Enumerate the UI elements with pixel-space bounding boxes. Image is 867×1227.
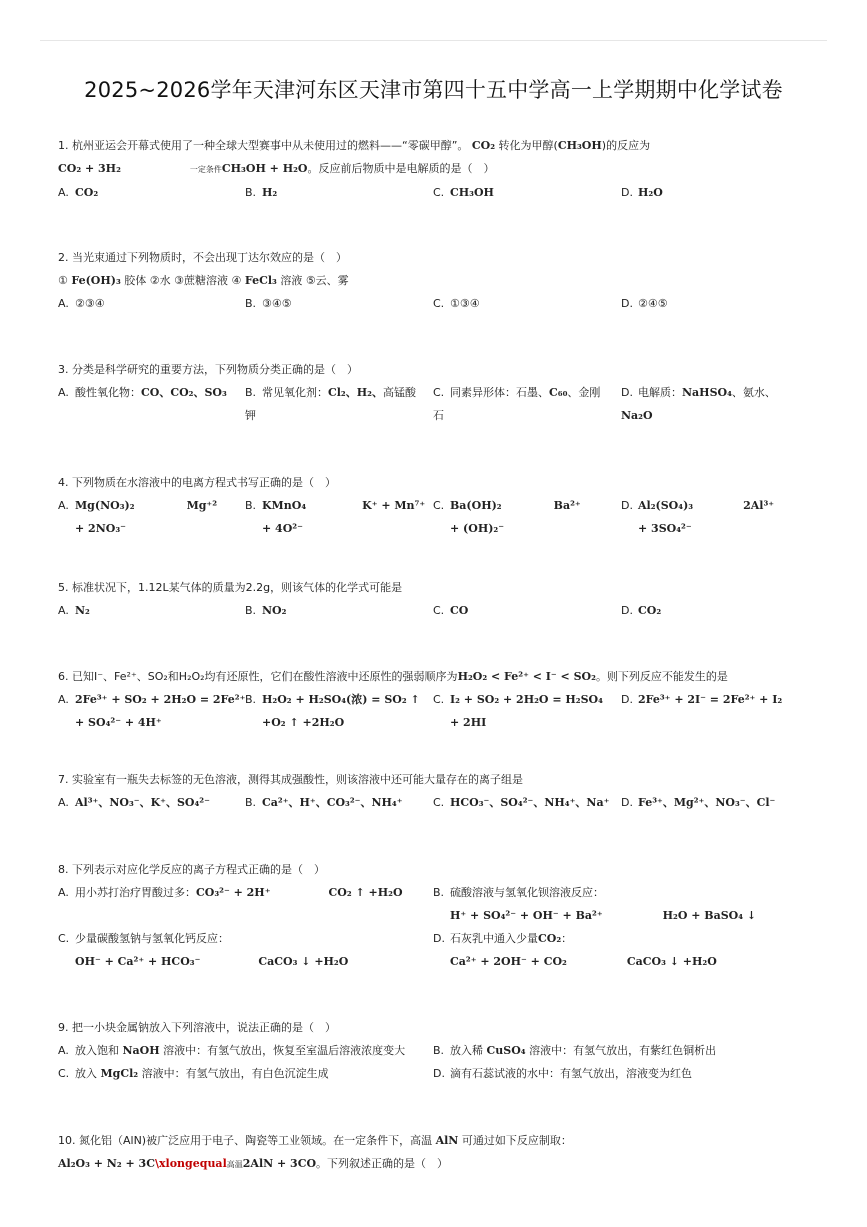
option-text: 电解质： — [638, 386, 682, 399]
question-8 — [58, 858, 818, 973]
question-3-options — [58, 381, 818, 427]
option-text: 同素异形体：石墨、 — [450, 386, 549, 399]
option-text: N₂ — [75, 604, 90, 617]
formula: CH₃OH + H₂O — [221, 162, 308, 175]
question-8-stem: 8. 下列表示对应化学反应的离子方程式正确的是（ ） — [58, 863, 325, 876]
option-d[interactable] — [621, 599, 661, 622]
formula: NaHSO₄ — [682, 386, 732, 399]
formula: Cl₂、H₂、 — [328, 386, 383, 399]
option-text: 放入饱和 — [75, 1044, 123, 1057]
question-6-stem — [58, 665, 818, 688]
question-2-text: 胶体 ②水 ③蔗糖溶液 ④ — [120, 274, 245, 287]
latex-error-text: \xlongequal — [154, 1157, 227, 1170]
formula: H⁺ + SO₄²⁻ + OH⁻ + Ba²⁺ — [450, 909, 603, 922]
formula: CaCO₃ ↓ +H₂O — [626, 955, 717, 968]
formula: C₆₀ — [549, 386, 568, 399]
option-text: 溶液中：有氢气放出，恢复至室温后溶液浓度变大 — [159, 1044, 406, 1057]
option-letter: C. — [433, 796, 445, 809]
question-2-stem: 2. 当光束通过下列物质时，不会出现丁达尔效应的是（ ） — [58, 251, 347, 264]
formula: Ca²⁺ + 2OH⁻ + CO₂ — [450, 955, 567, 968]
option-letter: B. — [245, 297, 257, 310]
question-7 — [58, 768, 818, 814]
question-9-options-ab — [58, 1039, 818, 1062]
option-letter: D. — [621, 499, 633, 512]
top-divider — [40, 40, 827, 41]
option-text: 溶液中：有氢气放出，有紫红色铜析出 — [525, 1044, 717, 1057]
formula: Mg⁺² — [186, 499, 218, 512]
option-letter: B. — [433, 886, 445, 899]
option-text: 放入 — [75, 1067, 101, 1080]
question-7-stem: 7. 实验室有一瓶失去标签的无色溶液，测得其成强酸性，则该溶液中还可能大量存在的离子组是 — [58, 773, 523, 786]
formula: 2Al³⁺ — [743, 499, 775, 512]
option-text: Fe³⁺、Mg²⁺、NO₃⁻、Cl⁻ — [638, 796, 776, 809]
option-text: 滴有石蕊试液的水中：有氢气放出，溶液变为红色 — [450, 1067, 692, 1080]
formula: Na₂O — [621, 409, 653, 422]
question-3 — [58, 358, 818, 427]
question-2-text: ① — [58, 274, 72, 287]
option-text: 、金刚石 — [433, 386, 601, 422]
option-d[interactable] — [433, 927, 717, 973]
question-9 — [58, 1016, 818, 1085]
question-1-options — [58, 181, 818, 204]
option-b[interactable] — [245, 494, 425, 540]
option-letter: A. — [58, 186, 69, 199]
option-text: 用小苏打治疗胃酸过多： — [75, 886, 196, 899]
formula: + 3SO₄²⁻ — [638, 522, 692, 535]
option-a[interactable] — [58, 688, 245, 734]
option-d[interactable] — [433, 1062, 692, 1085]
formula: KMnO₄ — [262, 499, 307, 512]
option-a[interactable] — [58, 599, 90, 622]
option-a[interactable] — [58, 1039, 405, 1062]
formula: OH⁻ + Ca²⁺ + HCO₃⁻ — [75, 955, 201, 968]
option-letter: B. — [245, 186, 257, 199]
formula: H₂O₂ < Fe²⁺ < I⁻ < SO₂ — [457, 670, 596, 683]
formula: + 2NO₃⁻ — [75, 522, 126, 535]
option-b[interactable] — [433, 881, 756, 927]
option-b[interactable] — [245, 381, 420, 427]
question-2-options — [58, 292, 818, 315]
option-letter: C. — [58, 932, 70, 945]
formula: + 2HI — [450, 716, 487, 729]
question-2-text: 溶液 ⑤云、雾 — [276, 274, 349, 287]
option-text: 少量碳酸氢钠与氢氧化钙反应： — [75, 932, 229, 945]
reaction-condition: 一定条件 — [189, 165, 222, 174]
formula: CO₃²⁻ + 2H⁺ — [196, 886, 271, 899]
question-8-options-cd — [58, 927, 818, 973]
question-9-stem: 9. 把一小块金属钠放入下列溶液中，说法正确的是（ ） — [58, 1021, 336, 1034]
option-text: 常见氧化剂： — [262, 386, 328, 399]
formula: MgCl₂ — [100, 1067, 139, 1080]
option-text: CO — [450, 604, 469, 617]
formula: + 4O²⁻ — [262, 522, 303, 535]
option-letter: D. — [621, 186, 633, 199]
formula: Mg(NO₃)₂ — [75, 499, 135, 512]
question-3-stem: 3. 分类是科学研究的重要方法，下列物质分类正确的是（ ） — [58, 363, 358, 376]
option-text: H₂O — [638, 186, 663, 199]
question-5 — [58, 576, 818, 622]
formula: CO₂ — [538, 932, 562, 945]
option-letter: C. — [433, 297, 445, 310]
option-b[interactable] — [245, 599, 286, 622]
option-c[interactable] — [433, 599, 468, 622]
option-b[interactable] — [245, 181, 277, 204]
formula: CO₂ ↑ +H₂O — [328, 886, 403, 899]
option-letter: B. — [245, 604, 257, 617]
option-text: 酸性氧化物： — [75, 386, 141, 399]
option-letter: C. — [433, 186, 445, 199]
formula: CO₂ — [471, 139, 496, 152]
question-5-options — [58, 599, 818, 622]
formula: Ba(OH)₂ — [450, 499, 502, 512]
reaction-condition: 高温 — [226, 1160, 243, 1169]
option-text: NO₂ — [262, 604, 287, 617]
option-letter: B. — [245, 499, 257, 512]
formula: NaOH — [122, 1044, 160, 1057]
formula: Al₂(SO₄)₃ — [638, 499, 694, 512]
formula: +O₂ ↑ +2H₂O — [262, 716, 345, 729]
option-letter: B. — [245, 796, 257, 809]
option-b[interactable] — [245, 688, 420, 734]
option-letter: A. — [58, 386, 69, 399]
question-1-stem — [58, 134, 818, 157]
option-text: ②③④ — [75, 297, 105, 310]
option-text: H₂ — [262, 186, 278, 199]
option-b[interactable] — [245, 292, 292, 315]
option-text: 硫酸溶液与氢氧化钡溶液反应： — [450, 886, 604, 899]
option-c[interactable] — [58, 927, 348, 973]
question-9-options-cd — [58, 1062, 818, 1085]
question-1-text: 转化为甲醇( — [495, 139, 558, 152]
option-d[interactable] — [621, 494, 774, 540]
option-letter: D. — [621, 796, 633, 809]
option-letter: C. — [433, 386, 445, 399]
option-d[interactable] — [621, 381, 796, 427]
option-text: 石灰乳中通入少量 — [450, 932, 538, 945]
option-text: 高锰酸钾 — [245, 386, 416, 422]
question-4 — [58, 471, 818, 540]
formula: H₂O + BaSO₄ ↓ — [662, 909, 757, 922]
option-text: Ca²⁺、H⁺、CO₃²⁻、NH₄⁺ — [262, 796, 403, 809]
option-text: ①③④ — [450, 297, 480, 310]
option-text: 放入稀 — [450, 1044, 487, 1057]
question-6-text: 6. 已知I⁻、Fe²⁺、SO₂和H₂O₂均有还原性，它们在酸性溶液中还原性的强弱顺序为 — [58, 670, 458, 683]
formula: Fe(OH)₃ — [71, 274, 121, 287]
option-letter: D. — [621, 386, 633, 399]
question-1 — [58, 134, 818, 204]
option-letter: D. — [433, 1067, 445, 1080]
formula: Al₂O₃ + N₂ + 3C — [58, 1157, 155, 1170]
option-text: CH₃OH — [450, 186, 494, 199]
formula: CH₃OH — [557, 139, 602, 152]
option-text: CO₂ — [75, 186, 99, 199]
formula: CO、CO₂、SO₃ — [141, 386, 227, 399]
question-1-equation — [58, 157, 818, 181]
option-c[interactable] — [433, 688, 603, 734]
formula: + SO₄²⁻ + 4H⁺ — [75, 716, 162, 729]
formula: Ba²⁺ — [553, 499, 581, 512]
option-text: 、氨水、 — [731, 386, 776, 399]
formula: I₂ + SO₂ + 2H₂O = H₂SO₄ — [450, 693, 603, 706]
option-letter: B. — [245, 386, 257, 399]
option-letter: B. — [245, 693, 257, 706]
option-a[interactable] — [58, 881, 403, 904]
option-a[interactable] — [58, 791, 210, 814]
formula: CO₂ + 3H₂ — [58, 162, 121, 175]
formula: CuSO₄ — [486, 1044, 526, 1057]
option-letter: C. — [433, 693, 445, 706]
option-c[interactable] — [433, 494, 581, 540]
option-a[interactable] — [58, 181, 98, 204]
question-6-text: 。则下列反应不能发生的是 — [595, 670, 728, 683]
option-letter: D. — [621, 604, 633, 617]
question-1-text: 1. 杭州亚运会开幕式使用了一种全球大型赛事中从未使用过的燃料——“零碳甲醇”。 — [58, 139, 469, 152]
option-text: 溶液中：有氢气放出，有白色沉淀生成 — [138, 1067, 329, 1080]
question-8-options-ab — [58, 881, 818, 927]
option-c[interactable] — [433, 381, 608, 427]
formula: + (OH)₂⁻ — [450, 522, 505, 535]
option-b[interactable] — [433, 1039, 716, 1062]
option-letter: A. — [58, 693, 69, 706]
question-10-text: 可通过如下反应制取： — [458, 1134, 572, 1147]
option-letter: A. — [58, 499, 69, 512]
option-letter: C. — [58, 1067, 70, 1080]
question-6 — [58, 665, 818, 734]
question-10-equation — [58, 1152, 818, 1176]
option-letter: A. — [58, 604, 69, 617]
question-10-text: 。下列叙述正确的是（ ） — [316, 1157, 449, 1170]
option-c[interactable] — [433, 791, 609, 814]
question-10-text: 10. 氮化铝（AlN)被广泛应用于电子、陶瓷等工业领域。在一定条件下，高温 — [58, 1134, 436, 1147]
formula: H₂O₂ + H₂SO₄(浓) = SO₂ ↑ — [262, 693, 420, 706]
page-title: 2025~2026学年天津河东区天津市第四十五中学高一上学期期中化学试卷 — [84, 78, 783, 102]
option-text: CO₂ — [638, 604, 662, 617]
option-d[interactable] — [621, 181, 663, 204]
option-text: HCO₃⁻、SO₄²⁻、NH₄⁺、Na⁺ — [450, 796, 610, 809]
option-letter: B. — [433, 1044, 445, 1057]
formula: 2Fe³⁺ + SO₂ + 2H₂O = 2Fe²⁺ — [75, 693, 246, 706]
question-4-stem: 4. 下列物质在水溶液中的电离方程式书写正确的是（ ） — [58, 476, 336, 489]
formula: 2Fe³⁺ + 2I⁻ = 2Fe²⁺ + I₂ — [638, 693, 783, 706]
option-letter: D. — [621, 297, 633, 310]
option-a[interactable] — [58, 494, 217, 540]
question-1-text: 。反应前后物质中是电解质的是（ ） — [307, 162, 495, 175]
option-a[interactable] — [58, 381, 233, 404]
formula: K⁺ + Mn⁷⁺ — [362, 499, 426, 512]
question-6-options — [58, 688, 818, 734]
option-d[interactable] — [621, 688, 782, 711]
option-text: ： — [561, 932, 573, 945]
question-7-options — [58, 791, 818, 814]
question-2 — [58, 246, 818, 315]
option-letter: A. — [58, 886, 69, 899]
option-c[interactable] — [433, 292, 480, 315]
question-1-text: )的反应为 — [601, 139, 651, 152]
option-letter: A. — [58, 1044, 69, 1057]
formula: CaCO₃ ↓ +H₂O — [258, 955, 349, 968]
option-text: ②④⑤ — [638, 297, 668, 310]
option-d[interactable] — [621, 292, 668, 315]
option-letter: D. — [433, 932, 445, 945]
question-2-items — [58, 269, 818, 292]
question-10 — [58, 1129, 818, 1176]
option-a[interactable] — [58, 292, 105, 315]
option-c[interactable] — [433, 181, 494, 204]
option-letter: C. — [433, 499, 445, 512]
question-5-stem: 5. 标准状况下，1.12L某气体的质量为2.2g，则该气体的化学式可能是 — [58, 581, 403, 594]
option-b[interactable] — [245, 791, 403, 814]
formula: AlN — [435, 1134, 459, 1147]
option-letter: A. — [58, 297, 69, 310]
option-d[interactable] — [621, 791, 775, 814]
option-c[interactable] — [58, 1062, 329, 1085]
question-4-options — [58, 494, 818, 540]
formula: 2AlN + 3CO — [242, 1157, 317, 1170]
option-letter: D. — [621, 693, 633, 706]
formula: FeCl₃ — [244, 274, 277, 287]
option-letter: C. — [433, 604, 445, 617]
option-letter: A. — [58, 796, 69, 809]
question-10-stem — [58, 1129, 818, 1152]
option-text: ③④⑤ — [262, 297, 292, 310]
option-text: Al³⁺、NO₃⁻、K⁺、SO₄²⁻ — [75, 796, 210, 809]
